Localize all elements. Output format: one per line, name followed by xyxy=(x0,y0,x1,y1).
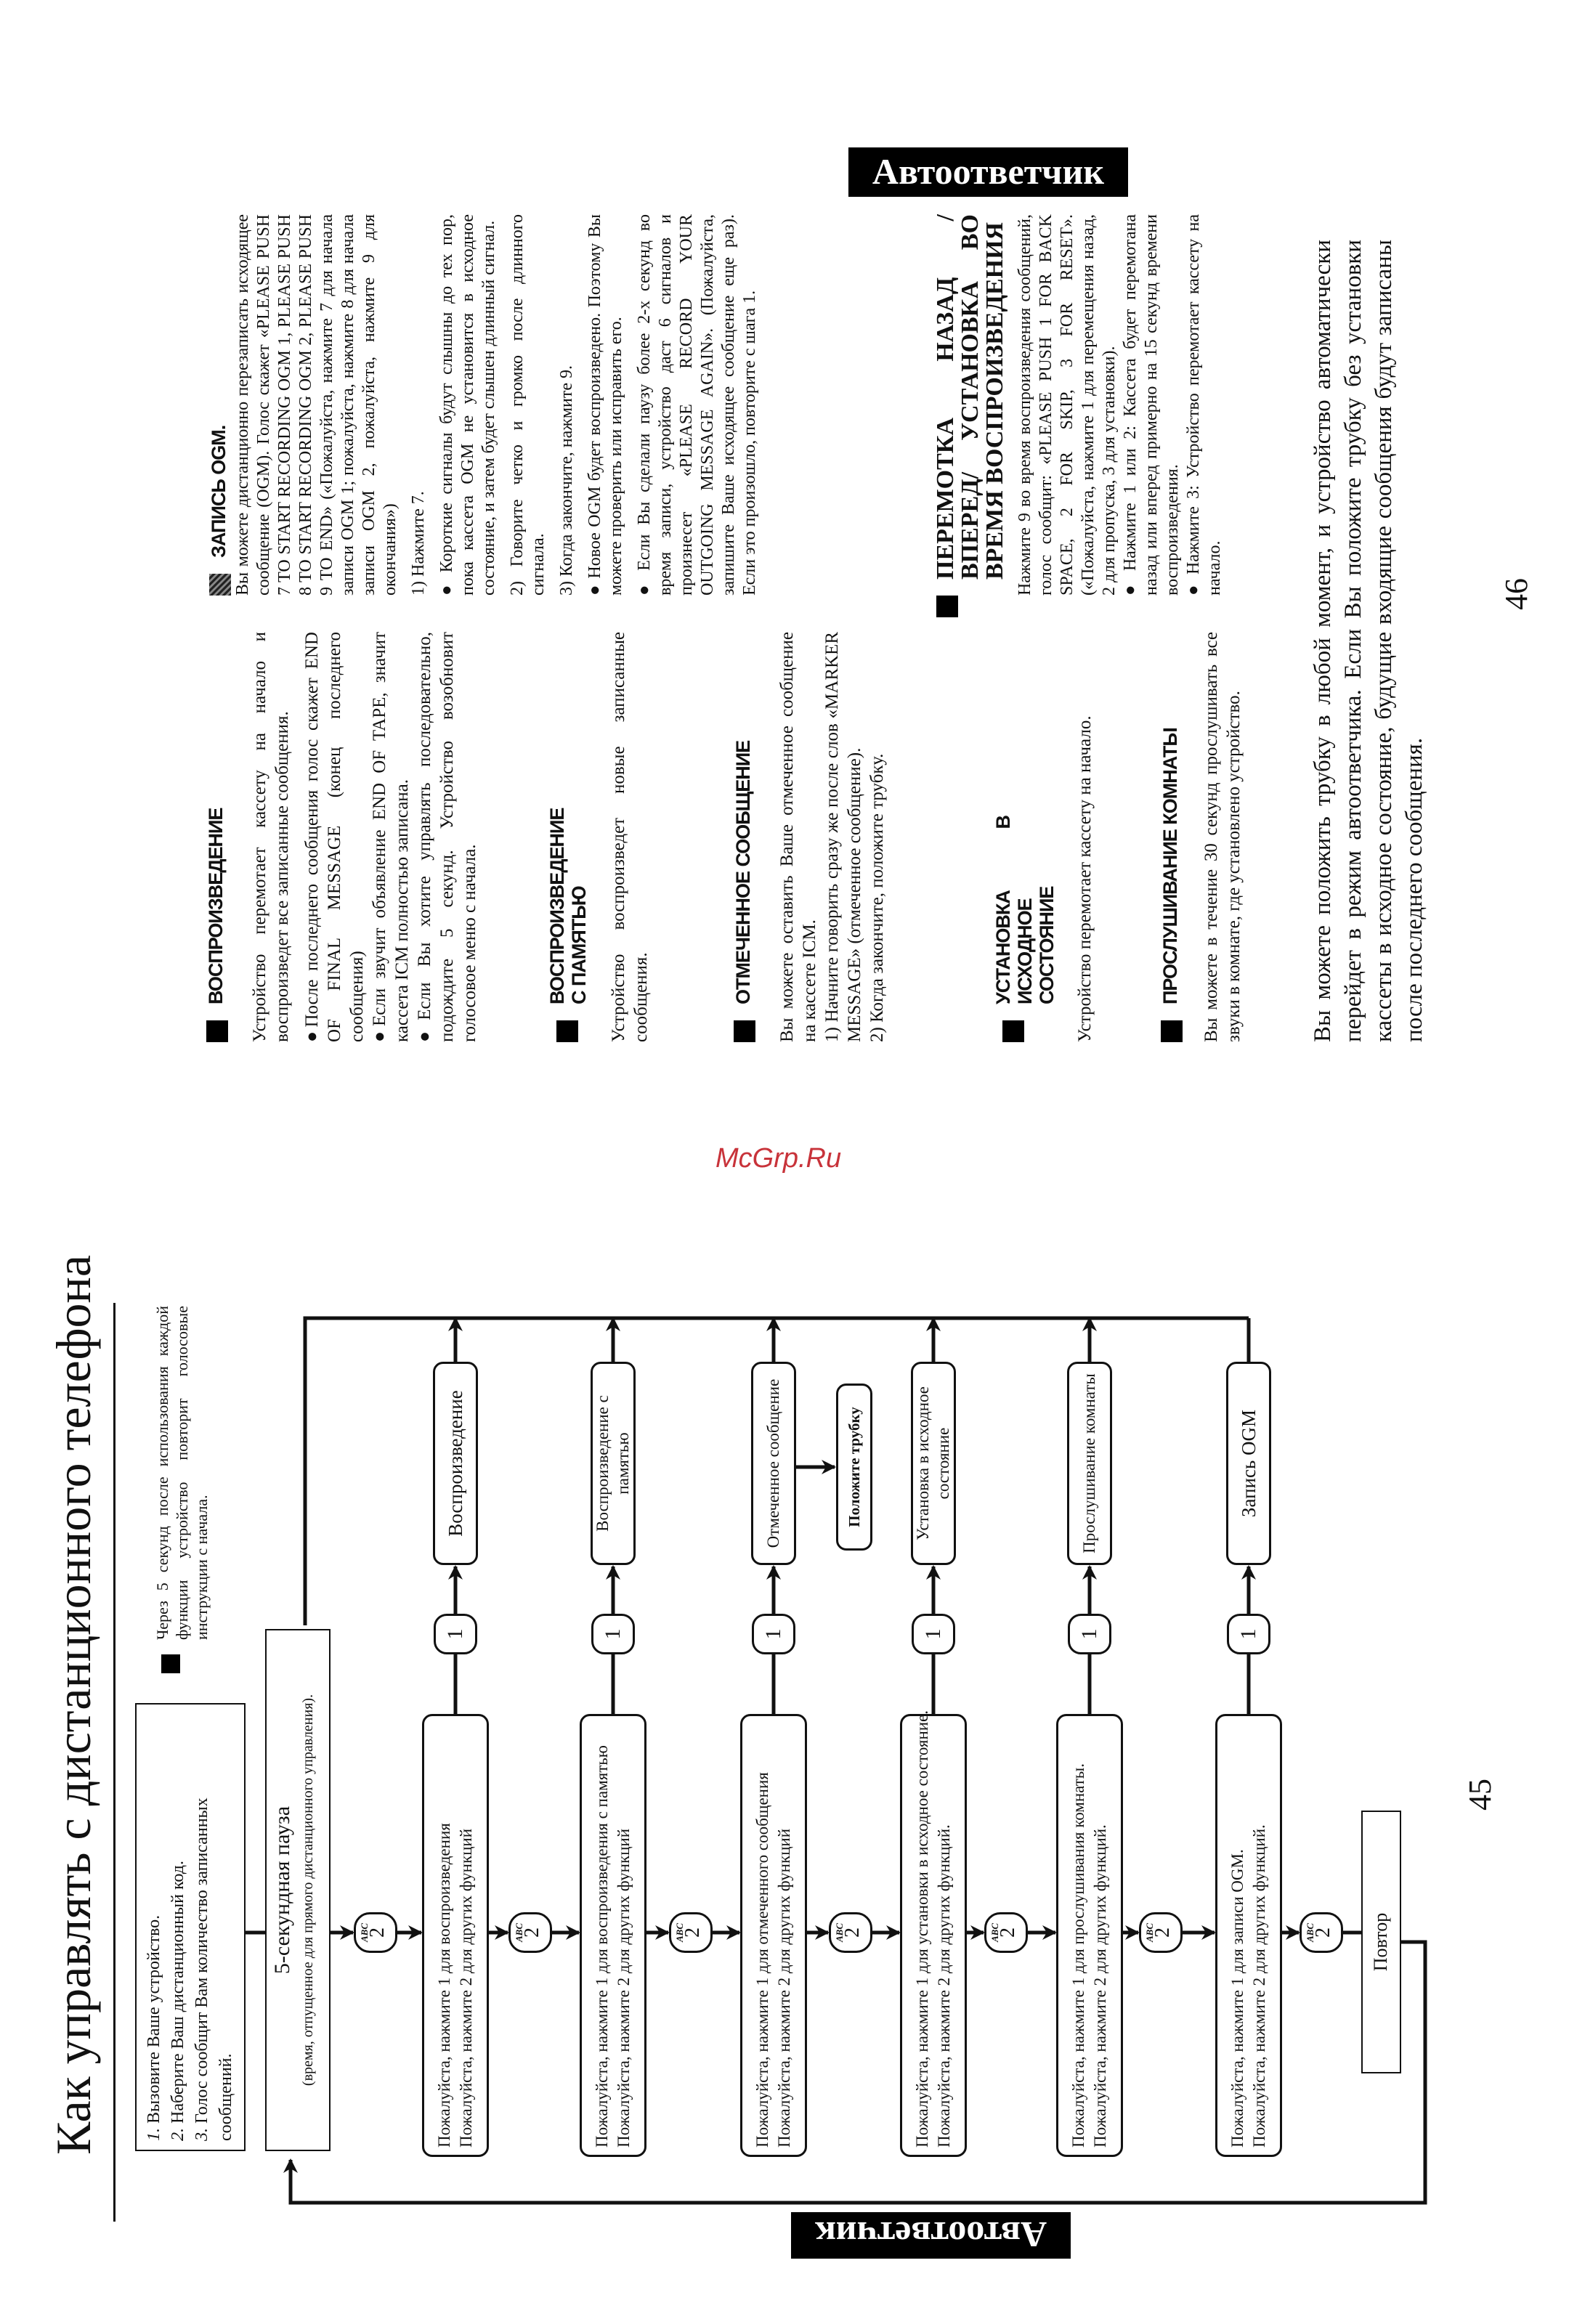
key-1-icon: 1 xyxy=(1068,1614,1111,1654)
function-result-box: Запись OGM xyxy=(1226,1362,1271,1565)
key-1-icon: 1 xyxy=(752,1614,795,1654)
paragraph: 3) Когда закончите, нажмите 9. xyxy=(557,365,576,596)
page-number-46: 46 xyxy=(1499,578,1534,610)
prompt-line: Пожалуйста, нажмите 1 для записи OGM. xyxy=(1228,1849,1246,2148)
intro-step xyxy=(142,1713,166,2141)
prompt-box xyxy=(1056,1714,1123,2157)
prompt-line: Пожалуйста, нажмите 1 для прослушивания комнаты. xyxy=(1069,1763,1087,2148)
prompt-line: Пожалуйста, нажмите 1 для воспроизведения xyxy=(435,1823,453,2148)
paragraph: 2) Когда закончите, положите трубку. xyxy=(867,753,887,1042)
step-number: 1. xyxy=(145,2128,163,2141)
paragraph: ●Если Вы хотите управлять последовательно, подождите 5 секунд. Устройство возобновит голосовое меню с начала. xyxy=(415,632,479,1042)
step-text: Вызовите Ваше устройство. xyxy=(145,1914,163,2124)
section-heading: ОТМЕЧЕННОЕ СООБЩЕНИЕ xyxy=(732,740,754,1004)
function-result-box: Прослушивание комнаты xyxy=(1067,1362,1112,1565)
key-letters: ABC xyxy=(359,1923,370,1943)
section-heading: УСТАНОВКА В ИСХОДНОЕ СОСТОЯНИЕ xyxy=(992,816,1058,1004)
abc-2-key-icon xyxy=(984,1912,1028,1953)
section-heading: ПЕРЕМОТКА НАЗАД /ВПЕРЕД/ УСТАНОВКА ВО ВРЕМЯ ВОСПРОИЗВЕДЕНИЯ xyxy=(932,214,1008,580)
paragraph: Вы можете оставить Ваше отмеченное сообщение на кассете ICM. xyxy=(777,632,819,1042)
key-letters: ABC xyxy=(989,1923,1000,1943)
step-text: Наберите Ваш дистанционный код. xyxy=(169,1861,187,2124)
paragraph: Вы можете в течение 30 секунд прослушивать все звуки в комнате, где установлено устройство. xyxy=(1201,632,1244,1042)
paragraph: ●Если звучит объявление END OF TAPE, значит кассета ICM полностью записана. xyxy=(370,632,412,1042)
prompt-box xyxy=(422,1714,489,2157)
page-number-45: 45 xyxy=(1462,1779,1498,1811)
closing-paragraph: Вы можете положить трубку в любой момент, и устройство автоматически перейдет в режим автоответчика. Если Вы положите трубку без установки кассеты в исходное состояние, будущие входящие сообщения будут записаны после последнего сообщения. xyxy=(1310,240,1427,1042)
prompt-line: Пожалуйста, нажмите 2 для других функций xyxy=(775,1828,793,2148)
step-text: Голос сообщит Вам количество записанных сообщений. xyxy=(192,1797,235,2141)
key-digit: 2 xyxy=(997,1927,1019,1938)
paragraph: ● Нажмите 3: Устройство перемотает кассету на начало. xyxy=(1184,214,1224,596)
prompt-line: Пожалуйста, нажмите 2 для других функций xyxy=(457,1828,475,2148)
step-number: 3. xyxy=(192,2128,211,2141)
prompt-line: Пожалуйста, нажмите 2 для других функций. xyxy=(1250,1824,1268,2148)
intro-step xyxy=(190,1713,238,2141)
section-heading: ВОСПРОИЗВЕДЕНИЕ xyxy=(205,808,227,1004)
hangup-box: Положите трубку xyxy=(836,1384,872,1551)
section-heading: ПРОСЛУШИВАНИЕ КОМНАТЫ xyxy=(1159,728,1181,1004)
abc-2-key-icon xyxy=(829,1912,872,1953)
key-letters: ABC xyxy=(834,1923,845,1943)
prompt-line: Пожалуйста, нажмите 1 для отмеченного сообщения xyxy=(753,1772,771,2148)
function-result-box: Воспроизведение с памятью xyxy=(591,1362,636,1565)
repeat-box xyxy=(1361,1811,1401,2073)
prompt-line: Пожалуйста, нажмите 2 для других функций xyxy=(615,1828,633,2148)
prompt-line: Пожалуйста, нажмите 1 для установки в исходное состояние. xyxy=(913,1710,931,2148)
prompt-line: Пожалуйста, нажмите 1 для воспроизведения с памятью xyxy=(593,1745,611,2148)
paragraph: Вы можете дистанционно перезаписать исходящее сообщение (OGM). Голос скажет «PLEASE PUSH 7 TO START RECORDING OGM 1, PLEASE PUSH 8 TO START RECORDING OGM 2, PLEASE PUSH 9 TO END» («Пожалуйста, нажмите 7 для начала записи OGM 1; пожалуйста, нажмите 8 для начала записи OGM 2, пожалуйста, нажмите 9 для окончания») xyxy=(233,214,400,596)
key-1-icon: 1 xyxy=(434,1614,477,1654)
prompt-box xyxy=(1215,1714,1282,2157)
key-digit: 2 xyxy=(681,1927,704,1938)
pause-box xyxy=(265,1629,331,2151)
prompt-line: Пожалуйста, нажмите 2 для других функций. xyxy=(1091,1824,1109,2148)
paragraph: 1) Начните говорить сразу же после слов «MARKER MESSAGE» (отмеченное сообщение). xyxy=(822,632,864,1042)
paragraph: Устройство перемотает кассету на начало и воспроизведет все записанные сообщения. xyxy=(250,632,292,1042)
key-letters: ABC xyxy=(514,1923,524,1943)
key-digit: 2 xyxy=(1151,1927,1174,1938)
repeat-note: Через 5 секунд после использования каждой функции устройство повторит голосовые инструкции с начала. xyxy=(153,1306,211,1640)
function-result-box: Установка в исходное состояние xyxy=(911,1362,956,1565)
step-number: 2. xyxy=(169,2128,187,2141)
paragraph: Устройство воспроизведет новые записанные сообщения. xyxy=(609,632,651,1042)
paragraph: ● Если Вы сделали паузу более 2-х секунд во время записи, устройство даст 6 сигналов и произнесет «PLEASE RECORD YOUR OUTGOING MESSAGE AGAIN». (Пожалуйста, запишите Ваше исходящее сообщение еще раз). Если это произошло, повторите с шага 1. xyxy=(635,214,759,596)
paragraph: ● Нажмите 1 или 2: Кассета будет перемотана назад или вперед примерно на 15 секунд времени воспроизведения. xyxy=(1121,214,1182,596)
paragraph: Устройство перемотает кассету на начало. xyxy=(1075,715,1095,1042)
prompt-line: Пожалуйста, нажмите 2 для других функций. xyxy=(935,1824,953,2148)
key-digit: 2 xyxy=(521,1927,543,1938)
paragraph: 2) Говорите четко и громко после длинного сигнала. xyxy=(508,214,548,596)
intro-step xyxy=(166,1713,190,2141)
section-heading: ВОСПРОИЗВЕДЕНИЕ С ПАМЯТЬЮ xyxy=(546,808,590,1004)
abc-2-key-icon xyxy=(669,1912,713,1953)
watermark: McGrp.Ru xyxy=(715,1143,842,1174)
paragraph: Нажмите 9 во время воспроизведения сообщений, голос сообщит: «PLEASE PUSH 1 FOR BACK SPACE, 2 FOR SKIP, 3 FOR RESET». («Пожалуйста, нажмите 1 для перемещения назад, 2 для пропуска, 3 для установки). xyxy=(1015,214,1119,596)
function-result-box: Отмеченное сообщение xyxy=(751,1362,796,1565)
key-digit: 2 xyxy=(841,1927,864,1938)
function-result-box: Воспроизведение xyxy=(433,1362,478,1565)
abc-2-key-icon xyxy=(1300,1912,1343,1953)
prompt-box xyxy=(900,1710,967,2157)
paragraph: 1) Нажмите 7. xyxy=(409,491,428,596)
abc-2-key-icon xyxy=(354,1912,397,1953)
key-letters: ABC xyxy=(1305,1923,1315,1943)
pause-subtitle: (время, отпущенное для прямого дистанционного управления). xyxy=(300,1694,316,2087)
section-tab-page46: Автоответчик xyxy=(848,147,1128,197)
pause-title: 5-секундная пауза xyxy=(270,1805,294,1975)
key-1-icon: 1 xyxy=(1227,1614,1270,1654)
paragraph: ●После последнего сообщения голос скажет END OF FINAL MESSAGE (конец последнего сообщения) xyxy=(302,632,367,1042)
key-1-icon: 1 xyxy=(912,1614,955,1654)
abc-2-key-icon xyxy=(508,1912,552,1953)
key-letters: ABC xyxy=(1144,1923,1155,1943)
page-title: Как управлять с дистанционного телефона xyxy=(46,1254,101,2155)
key-1-icon: 1 xyxy=(591,1614,635,1654)
paragraph: ● Новое OGM будет воспроизведено. Поэтому Вы можете проверить или исправить его. xyxy=(585,214,625,596)
prompt-box xyxy=(740,1714,807,2157)
key-letters: ABC xyxy=(674,1923,685,1943)
key-digit: 2 xyxy=(1312,1927,1334,1938)
section-tab-page45: Автоответчик xyxy=(791,2212,1071,2259)
abc-2-key-icon xyxy=(1139,1912,1183,1953)
section-heading: ЗАПИСЬ OGM. xyxy=(208,425,230,558)
paragraph: ● Короткие сигналы будут слышны до тех пор, пока кассета OGM не установится в исходное состояние, и затем будет слышен длинный сигнал. xyxy=(437,214,498,596)
key-digit: 2 xyxy=(366,1927,389,1938)
intro-steps-box xyxy=(135,1703,246,2151)
repeat-label: Повтор xyxy=(1370,1912,1391,1972)
prompt-box xyxy=(580,1714,646,2157)
